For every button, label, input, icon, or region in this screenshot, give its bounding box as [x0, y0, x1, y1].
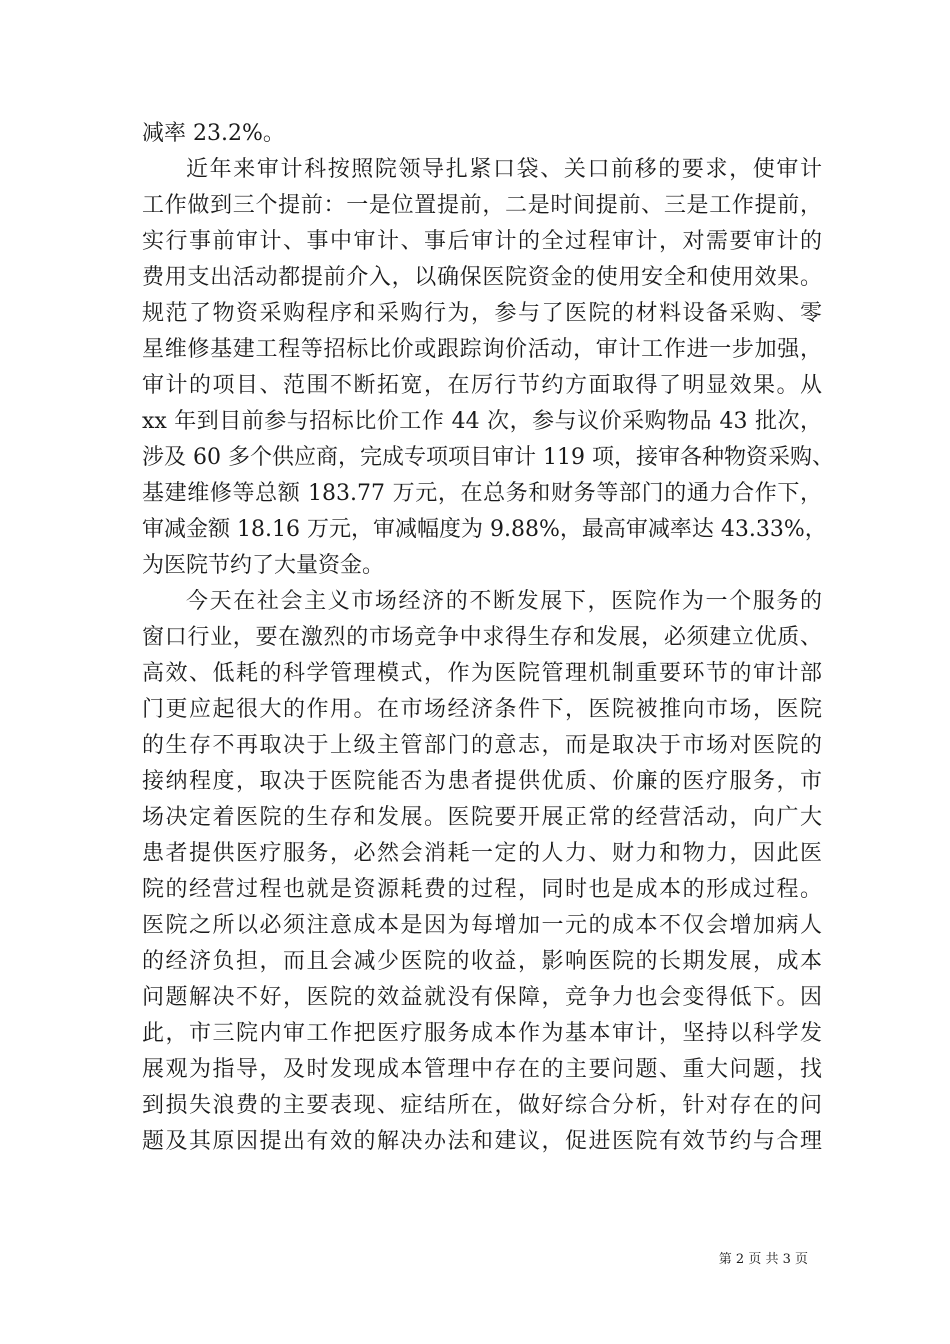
- text-line: 门更应起很大的作用。在市场经济条件下，医院被推向市场，医院: [142, 697, 822, 722]
- text-line: 减率 23.2%。: [142, 121, 285, 146]
- text-line: 医院之所以必须注意成本是因为每增加一元的成本不仅会增加病人: [142, 913, 822, 938]
- text-line: 近年来审计科按照院领导扎紧口袋、关口前移的要求，使审计: [186, 157, 822, 182]
- text-line: 规范了物资采购程序和采购行为，参与了医院的材料设备采购、零: [142, 301, 822, 326]
- text-line: 院的经营过程也就是资源耗费的过程，同时也是成本的形成过程。: [142, 877, 822, 902]
- text-line: 接纳程度，取决于医院能否为患者提供优质、价廉的医疗服务，市: [142, 769, 822, 794]
- text-line: 工作做到三个提前：一是位置提前，二是时间提前、三是工作提前，: [142, 193, 822, 218]
- text-line: 为医院节约了大量资金。: [142, 553, 385, 578]
- text-line: 展观为指导，及时发现成本管理中存在的主要问题、重大问题，找: [142, 1057, 822, 1082]
- text-line: 涉及 60 多个供应商，完成专项项目审计 119 项，接审各种物资采购、: [142, 445, 834, 470]
- text-line: 审减金额 18.16 万元，审减幅度为 9.88%，最高审减率达 43.33%，: [142, 517, 827, 542]
- text-line: xx 年到目前参与招标比价工作 44 次，参与议价采购物品 43 批次，: [142, 409, 822, 434]
- text-line: 费用支出活动都提前介入，以确保医院资金的使用安全和使用效果。: [142, 265, 822, 290]
- text-line: 今天在社会主义市场经济的不断发展下，医院作为一个服务的: [186, 589, 822, 614]
- text-line: 星维修基建工程等招标比价或跟踪询价活动，审计工作进一步加强，: [142, 337, 822, 362]
- text-line: 基建维修等总额 183.77 万元，在总务和财务等部门的通力合作下，: [142, 481, 822, 506]
- text-line: 问题解决不好，医院的效益就没有保障，竞争力也会变得低下。因: [142, 985, 822, 1010]
- text-line: 高效、低耗的科学管理模式，作为医院管理机制重要环节的审计部: [142, 661, 822, 686]
- text-line: 题及其原因提出有效的解决办法和建议，促进医院有效节约与合理: [142, 1129, 822, 1154]
- page-number: 第 2 页 共 3 页: [718, 1252, 808, 1267]
- text-line: 患者提供医疗服务，必然会消耗一定的人力、财力和物力，因此医: [142, 841, 822, 866]
- text-line: 的经济负担，而且会减少医院的收益，影响医院的长期发展，成本: [142, 949, 822, 974]
- text-line: 的生存不再取决于上级主管部门的意志，而是取决于市场对医院的: [142, 733, 822, 758]
- text-line: 场决定着医院的生存和发展。医院要开展正常的经营活动，向广大: [142, 805, 822, 830]
- text-line: 到损失浪费的主要表现、症结所在，做好综合分析，针对存在的问: [142, 1093, 822, 1118]
- text-line: 此，市三院内审工作把医疗服务成本作为基本审计，坚持以科学发: [142, 1021, 822, 1046]
- text-line: 实行事前审计、事中审计、事后审计的全过程审计，对需要审计的: [142, 229, 822, 254]
- document-body: [142, 116, 834, 1160]
- text-line: 窗口行业，要在激烈的市场竞争中求得生存和发展，必须建立优质、: [142, 625, 822, 650]
- text-line: 审计的项目、范围不断拓宽，在厉行节约方面取得了明显效果。从: [142, 373, 822, 398]
